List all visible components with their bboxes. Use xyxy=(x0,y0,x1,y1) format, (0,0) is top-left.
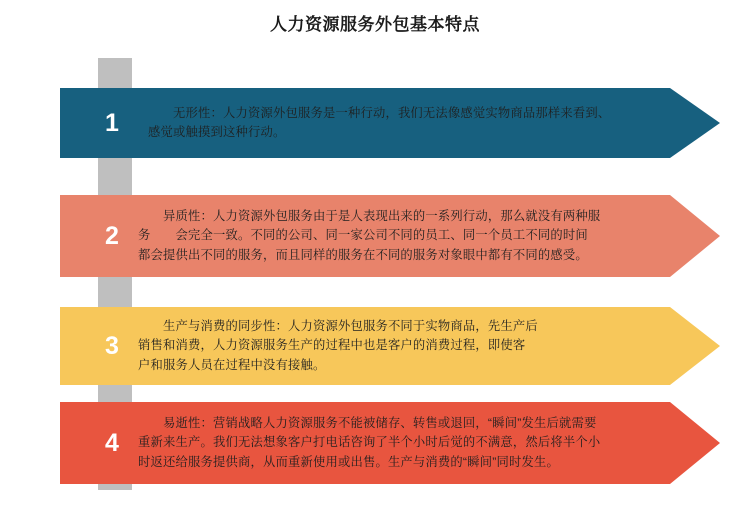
item-3-line-1: 生产与消费的同步性：人力资源外包服务不同于实物商品，先生产后 xyxy=(138,319,538,334)
item-4-line-2: 重新来生产。我们无法想象客户打电话咨询了半个小时后觉的不满意，然后将半个小 xyxy=(138,435,601,450)
item-4-line-3: 时返还给服务提供商，从而重新使用或出售。生产与消费的“瞬间”同时发生。 xyxy=(138,454,559,469)
item-number-4: 4 xyxy=(105,428,119,457)
item-text-2 xyxy=(138,195,658,277)
diagram-item-2[interactable] xyxy=(60,195,720,277)
item-number-1: 1 xyxy=(105,108,119,137)
item-2-line-1: 异质性：人力资源外包服务由于是人表现出来的一系列行动，那么就没有两种服 xyxy=(138,209,601,224)
item-3-line-2: 销售和消费，人力资源服务生产的过程中也是客户的消费过程，即使客 xyxy=(138,338,526,353)
diagram-item-4[interactable] xyxy=(60,402,720,484)
item-number-3: 3 xyxy=(105,331,119,360)
item-3-line-3: 户和服务人员在过程中没有接触。 xyxy=(138,357,326,372)
page-title: 人力资源服务外包基本特点 xyxy=(270,15,480,34)
item-1-line-2: 感觉或触摸到这种行动。 xyxy=(148,125,286,139)
item-2-line-3: 都会提供出不同的服务，而且同样的服务在不同的服务对象眼中都有不同的感受。 xyxy=(138,247,588,262)
diagram-item-3[interactable] xyxy=(60,307,720,385)
item-4-line-1: 易逝性：营销战略人力资源服务不能被储存、转售或退回，“瞬间”发生后就需要 xyxy=(138,416,597,431)
item-2-line-2: 务 会完全一致。不同的公司、同一家公司不同的员工、同一个员工不同的时间 xyxy=(138,228,588,243)
item-text-1 xyxy=(148,88,618,158)
item-1-line-1: 无形性：人力资源外包服务是一种行动，我们无法像感觉实物商品那样来看到、 xyxy=(148,105,611,120)
item-text-4 xyxy=(138,402,658,484)
item-text-3 xyxy=(138,307,628,385)
item-number-2: 2 xyxy=(105,221,119,250)
diagram-item-1[interactable] xyxy=(60,88,720,158)
